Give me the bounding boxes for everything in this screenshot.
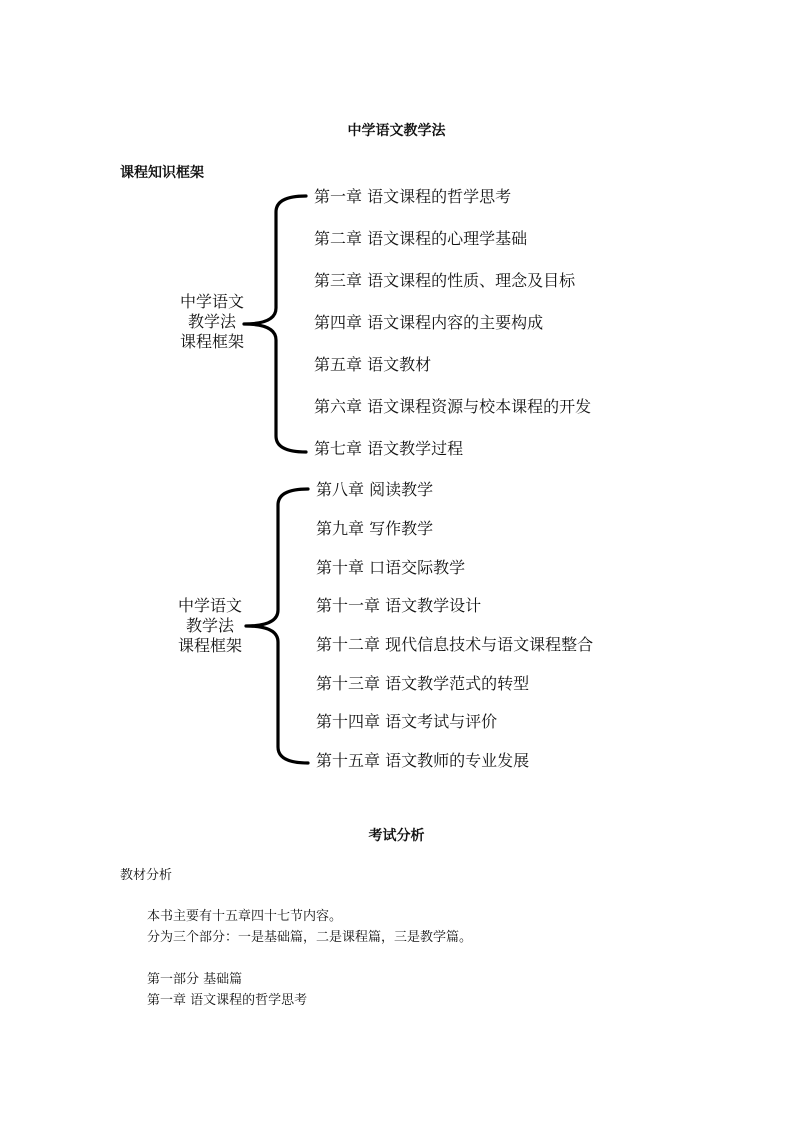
chapter-item: 第二章 语文课程的心理学基础	[314, 229, 528, 248]
chapter-item: 第四章 语文课程内容的主要构成	[314, 313, 544, 332]
group-2-label-line: 课程框架	[177, 636, 242, 655]
chapter-item: 第八章 阅读教学	[316, 480, 434, 499]
chapter-item: 第六章 语文课程资源与校本课程的开发	[314, 397, 592, 416]
chapter-item: 第三章 语文课程的性质、理念及目标	[314, 271, 576, 290]
chapter-item: 第一章 语文课程的哲学思考	[314, 187, 512, 206]
group-2-label	[170, 596, 250, 656]
group-1-bracket	[244, 196, 306, 452]
part-heading: 第一部分 基础篇	[147, 972, 243, 987]
chapter-item: 第七章 语文教学过程	[314, 439, 464, 458]
chapter-item: 第十三章 语文教学范式的转型	[316, 674, 530, 693]
chapter-item: 第十五章 语文教师的专业发展	[316, 751, 530, 770]
part-chapter: 第一章 语文课程的哲学思考	[147, 993, 308, 1008]
group-2-label-line: 教学法	[185, 616, 234, 635]
paragraph: 分为三个部分：一是基础篇，二是课程篇，三是教学篇。	[147, 930, 473, 945]
chapter-item: 第十章 口语交际教学	[316, 558, 466, 577]
chapter-item: 第十一章 语文教学设计	[316, 596, 482, 615]
chapter-item: 第十四章 语文考试与评价	[316, 712, 498, 731]
group-2-bracket	[246, 489, 308, 763]
chapter-item: 第九章 写作教学	[316, 519, 434, 538]
chapter-item: 第五章 语文教材	[314, 355, 432, 374]
document-title: 中学语文教学法	[347, 123, 446, 139]
group-1-label-line: 课程框架	[179, 332, 244, 351]
textbook-analysis-heading: 教材分析	[120, 868, 173, 883]
group-1-label-line: 中学语文	[179, 292, 244, 311]
chapter-item: 第十二章 现代信息技术与语文课程整合	[316, 635, 594, 654]
paragraph: 本书主要有十五章四十七节内容。	[147, 909, 343, 924]
exam-analysis-title: 考试分析	[368, 828, 425, 844]
group-2-label-line: 中学语文	[177, 596, 242, 615]
group-1-label	[172, 292, 252, 352]
group-1-label-line: 教学法	[187, 312, 236, 331]
section-heading: 课程知识框架	[120, 165, 204, 181]
